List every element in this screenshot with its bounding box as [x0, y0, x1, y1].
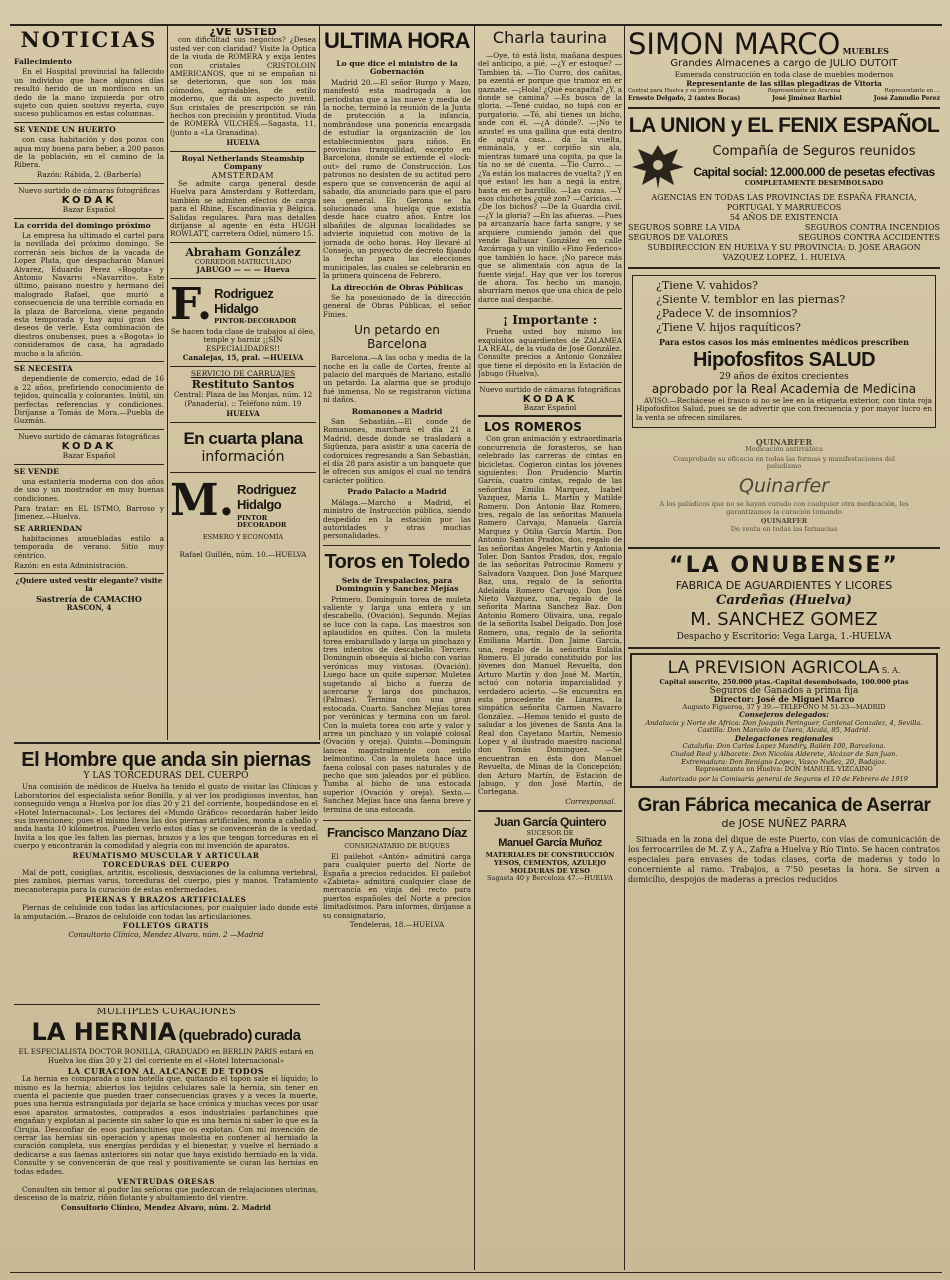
story-text: San Sebastián.—El conde de Romanones, marchará el día 21 a Madrid, desde donde se trasladará a Sigüenza, para asistir a una cacería de codornices regresando a San Sebastián, el día 28 para asistir a un banquete que le ofrecen sus amigos el cual no tendrá carácter político.: [323, 417, 471, 485]
hernia-title1: LA HERNIA: [31, 1018, 177, 1047]
agent-place-row: JABUGO — — — Hueva: [196, 265, 290, 275]
toros-head: Toros en Toledo: [324, 550, 470, 573]
consignee-text: El pailebot «Antón» admitirá carga para cualquier puerto del Norte de España a precios reducidos. El pailebot «Zabieta» admitirá cualquier clase de mercancía en vinja del recto para puertos españoles del Norte a precios limitadísimos. Para informes, diríjanse a su consignatario,: [323, 851, 471, 920]
fenix-desemb: COMPLETAMENTE DESEMBOLSADO: [744, 179, 884, 188]
ad-hipofosfitos: [632, 275, 936, 428]
ad-quinarfer: [658, 438, 910, 534]
hombre-h2: REUMATISMO MUSCULAR Y ARTICULAR: [72, 851, 260, 861]
carriage-city: HUELVA: [226, 409, 260, 419]
simon-rep1: Central para Huelva y su provincia: [628, 88, 724, 95]
quintero-prev: Manuel García Muñoz: [498, 837, 602, 850]
column-ads-2: [170, 28, 316, 740]
simon-rep3: Representante en ...: [884, 88, 940, 95]
consignee-role: CONSIGNATARIO DE BUQUES: [344, 842, 450, 851]
hombre-h4: PIERNAS Y BRAZOS ARTIFICIALES: [85, 894, 247, 904]
hernia-multi: MULTIPLES CURACIONES: [96, 1008, 236, 1017]
fenix-capital: Capital social: 12.000.000 de pesetas efectivas: [693, 165, 935, 180]
quintero-line1: MATERIALES DE CONSTRUCCIÓN: [485, 851, 615, 860]
prevision-c1: Andalucía y Norte de Africa: Don Joaquín Peringuer, Cardenal Gonzalez, 4, Sevilla.: [645, 718, 923, 727]
quinarfer-venta: De venta en todas las farmacias: [730, 524, 838, 533]
onubense-place: Cardeñas (Huelva): [716, 593, 852, 609]
prevision-d2: Ciudad Real y Albacete: Don Nicolás Alderete, Alcázar de San Juan.: [670, 749, 898, 758]
consignee-name: Francisco Manzano Díaz: [327, 825, 467, 841]
story-text: Málaga.—Marchó a Madrid, el ministro de Instrucción pública, siendo despedido en la estación por las autoridades y otras muchas personalidades.: [323, 497, 471, 541]
phoenix-emblem-icon: [628, 139, 688, 193]
ve-usted-text: con dificultad sus negocios? ¿Desea usted ver con claridad? Visite la Optica de la viuda de ROMERA y exija lentes con cristales CRISTOLOIN AMERICANOS, que ni se empañan ni se deterioran, que son los más cómodos, agradables, de estilo moderno, que dá un aspecto juvenil. Sus cristales de prescripción se rán hechos con precisión y prontitud. Viuda de ROMERA VILCHES.—Sagasta, 11, (junto a «La Granadina).: [170, 35, 316, 137]
prevision-sa: S. A.: [881, 666, 901, 676]
charla-text: —Oye, tó está listo, mañana despues del anticipo, a pié. —¿Y er estoque? —Tambien tá. —Tio Curro, dos cañitas, pa ezentá er porque que tramoz en er gaznate. —¡Hola! ¿Qué escapaíta? ¿Y, a donde se camina? —Es busca de la gloria. —Tené cuidao, no topá con er purgatorio. —Tó, ahí tienes un bicho, ande con él. —¿A dónde?. —¡No te azuste! es una gallina que está dentro de aquí'a casa... dá la vuelta, enmánala, y er corpiño sin ala, mientras tomaré una copita, pa que la tía no se dé cuenta. —Tío Curro... —¿Ya están los matacres de vuelta? ¡Y en qué estao! les han a negá la entré, hasta en er barstillo. —Las cozas. —Y esos chichotes ¿qué zon? —Caricias. —¿De los bichos? —De la Guardia civil, —¿Y la gloria? —En las afueras. —Pues pa arcanzaría hace farta sangre, y se arquiere cumiendo jamón del que vende Baltasar González en calle Azcárraga y un vinillo «Fino Federico» que también lo hace. ¡No parece más que se alimentaía con agua de la fuente vieja!. Hay que ver los toreros de ahora. Tos hecho un manojo, aburríarn menos que una chica de pelo darce mal despaché.: [478, 51, 622, 304]
painter-text: Se hacen toda clase de trabajos al óleo, temple y barniz ¡¡SIN ESPECIALIDADES!!: [170, 326, 316, 353]
prevision-d1: Cataluña: Don Carlos Lopez Mandiry, Bailén 100, Barcelona.: [682, 742, 886, 751]
painter-role: PINTOR-DECORADOR: [214, 316, 297, 325]
prevision-del: Delegaciones regionales: [734, 733, 834, 743]
news-text: La empresa ha ultimado el cartel para la novillada del próximo domingo. Se correrán seis bichos de la vacada de Lopez Plata, que despacharán Manuel Alvarez, Eduardo Perez «Bogota» y Antonio Navarro «Navarrito». Este último, paisano nuestro y hermano del malogrado Rafael, que murió a consecuencia de una terrible cornada en la plaza de Barcelona, viene pegando esta temporada y hay aquí gran des deseos de verle. Esta combinación de diestros onubenses, pues a «Bogota» lo consideramos de casa, ha agradado mucho a la afición.: [14, 230, 164, 358]
simon-names: [628, 95, 940, 103]
salud-pre: Para estos casos los más eminentes médicos prescriben: [659, 337, 909, 348]
consignee-addr: Tendeleras, 18.—HUELVA: [349, 920, 445, 930]
agent-city: Hueva: [263, 265, 290, 275]
painter2-tag: ESMERO Y ECONOMÍA: [202, 532, 284, 541]
fenix-s3: SEGUROS DE VALORES: [628, 233, 729, 243]
fenix-agencias: AGENCIAS EN TODAS LAS PROVINCIAS DE ESPAÑA FRANCIA, PORTUGAL Y MARRUECOS: [651, 193, 917, 213]
simon-line1: Esmerada construcción en toda clase de muebles modernos: [674, 70, 894, 80]
news-text: En el Hospital provincial ha fallecido un individuo que hace algunos días resultó herido de un mordisco en un dedo de la mano izquierda por otro sujeto con quien sostuvo reyerta, cuyo suceso publicamos en estas columnas.: [14, 67, 164, 119]
ad-tail: Razón: en esta Administración.: [14, 560, 128, 570]
prevision-auth: Autorizado por la Comisaría general de Seguros el 10 de Febrero de 1919: [660, 774, 908, 783]
painter2-role: PINTOR DECORADOR: [237, 513, 287, 530]
kodak-tail: Bazar Español: [523, 402, 577, 412]
hernia-consult: Consultorio Clínico, Mendez Alvaro, núm. 2. Madrid: [61, 1203, 271, 1213]
quinarfer-top: QUINARFER: [755, 436, 813, 447]
hernia-title-row: [14, 1018, 318, 1046]
painter-name: Rodriguez Hidalgo: [214, 285, 274, 316]
toros-sub: Seis de Trespalacios, para Dominguín y Sanchez Mejías: [335, 575, 459, 594]
ad-hombre-sin-piernas: [14, 748, 318, 1006]
fenix-s1: SEGUROS SOBRE LA VIDA: [628, 223, 741, 233]
sastreria-brand: Sastrería de CAMACHO: [36, 594, 142, 605]
charla-masthead: Charla taurina: [492, 28, 608, 47]
salud-q2: ¿Siente V. temblor en las piernas?: [656, 293, 846, 307]
prevision-title-row: [635, 658, 933, 679]
ad-text: una estantería moderna con dos años de uso y un mostrador en muy buenas condiciones.: [14, 476, 164, 503]
hombre-title: El Hombre que anda sin piernas: [21, 749, 311, 771]
ad-head: SE VENDE UN HUERTO: [14, 124, 116, 134]
hombre-folletos: FOLLETOS GRATIS: [122, 921, 210, 931]
carriage-addr: Central: Plaza de las Monjas, núm. 12 (Panadería). :: Teléfono núm. 19: [173, 390, 313, 408]
agent-name: Abraham González: [185, 245, 301, 259]
romeros-head: LOS ROMEROS: [484, 420, 582, 435]
story-head: La dirección de Obras Públicas: [331, 282, 463, 292]
story-head: Romanones a Madrid: [351, 406, 443, 416]
hombre-consult: Consultorio Clínico, Mendez Alvaro, núm. 2 —Madrid: [68, 929, 264, 939]
hernia-text2: Consulten sin temor al pudor las señoras que padezcan de relajaciones uterinas, descenso de la matriz, riñón flotante y abultamiento del vientre.: [14, 1184, 318, 1203]
prevision-d3: Extremadura: Don Benigno Lopez, Vasco Nuñez, 20, Badajoz.: [681, 757, 887, 766]
cuarta-plana-line1: En cuarta plana: [183, 428, 303, 448]
ad-text: con casa habitación y dos pozos con agua muy buena para beber, a 200 pasos de la población, en el camino de la Ribera.: [14, 135, 164, 170]
kodak-text: Nuevo surtido de cámaras fotográficas: [18, 431, 160, 441]
onubense-owner: M. SANCHEZ GOMEZ: [690, 609, 878, 631]
simon-name: SIMON MARCO: [628, 28, 841, 61]
simon-name1: Ernesto Delgado, 2 (antes Bocas): [628, 95, 741, 103]
hernia-doctor: EL ESPECIALISTA DOCTOR BONILLA, GRADUADO en BERLIN PARIS estará en Huelva los días 20 y 21 del corriente en el «Hotel Internacional»: [18, 1047, 314, 1065]
kodak-tail: Bazar Español: [62, 205, 116, 215]
fenix-row1: [628, 223, 940, 233]
salud-name: Hipofosfitos SALUD: [692, 348, 876, 371]
column-charla-taurina: [478, 28, 622, 1268]
ad-tail: Razón: Rábida, 2. (Barbería): [36, 170, 142, 180]
hernia-title3: curada: [254, 1027, 301, 1045]
romeros-sign: Corresponsal.: [565, 797, 616, 807]
kodak-brand: KODAK: [61, 194, 117, 206]
onubense-name: “LA ONUBENSE”: [669, 553, 899, 579]
simon-rep2: Representante en Aracena: [767, 88, 841, 95]
simon-title-row: [628, 28, 940, 60]
ad-head: SE NECESITA: [14, 364, 73, 373]
salud-q4: ¿Tiene V. hijos raquíticos?: [656, 321, 801, 335]
fenix-years: 54 AÑOS DE EXISTENCIA: [729, 213, 839, 223]
fenix-sub: Compañía de Seguros reunidos: [712, 144, 916, 160]
quintero-line2: YESOS, CEMENTOS, AZULEJO: [494, 858, 606, 867]
cuarta-plana-line2: información: [201, 448, 285, 465]
painter-initial: F.: [170, 278, 213, 330]
story-head: Lo que dice el ministro de la Gobernación: [336, 59, 458, 77]
ad-head: SE ARRIENDAN: [14, 523, 83, 533]
quinarfer-name: Quinarfer: [739, 474, 829, 497]
agent-role: CORREDOR MATRICULADO: [194, 257, 292, 266]
fabrica-name: Gran Fábrica mecanica de Aserrar: [637, 795, 931, 817]
fabrica-text: Situada en la zona del dique de este Puerto, con vías de comunicación de los ferrocarriles de M. Z y A., Zafra a Huelva y Río Tinto. Se hacen contratos especiales para envases de todas clases, corta de maderas y todo lo concerniente al ramo. Trabajos, a 7'50 pesetas la hora. Se sirven a domicilio, despojos de maderas a precios reducidos: [628, 835, 940, 885]
news-head: La corrida del domingo próximo: [14, 220, 151, 230]
hernia-oresas: VENTRUDAS ORESAS: [117, 1176, 215, 1186]
onubense-fab: FABRICA DE AGUARDIENTES Y LICORES: [675, 579, 893, 593]
prevision-rep: Representante en Huelva: DON MANUEL VIZCAINO: [695, 765, 873, 774]
ad-gran-fabrica: [628, 794, 940, 885]
painter2-addr: Rafael Guillén, núm. 10.—HUELVA: [179, 550, 307, 560]
importante-text: Prueba usted hoy mismo los exquisitos aguardientes de ZALAMEA LA REAL, de la viuda de José González. Consulte precios a Antonio González que tiene el depósito en la Estación de Jabugo (Huelva).: [478, 327, 622, 379]
simon-reps: [628, 88, 940, 95]
sastreria-text: ¿Quiere usted vestir elegante? visite la: [15, 576, 163, 594]
ad-la-hernia: [14, 1008, 318, 1272]
simon-name2: José Jiménez Barbiel: [772, 95, 842, 103]
painter-ad: [170, 278, 316, 330]
salud-q1: ¿Tiene V. vahidos?: [656, 279, 758, 293]
noticias-masthead: NOTICIAS: [20, 28, 158, 52]
ad-text: dependiente de comercio, edad de 16 a 22 años, prefiriendo conocimiento de tejidos, quincalla y colorantes. Inútil, sin perfectas referencias y condiciones. Diríjanse a Tomás de Mora.—Puebla de Guzmán.: [14, 374, 164, 426]
ultima-hora-masthead: ULTIMA HORA: [323, 28, 471, 53]
carriage-head: SERVICIO DE CARRUAJES: [190, 368, 296, 378]
prevision-cap: Capital suscrito, 250.000 ptas.-Capital desembolsado, 100.000 ptas: [659, 678, 909, 687]
hombre-text: Una comisión de médicos de Huelva ha tenido el gusto de visitar las Clínicas y Laboratorios del especialista señor Bonilla, y al ver los prodigiosos inventos, han conseguido venga a Huelva por los días 20 y 21 del corriente, hospedándose en el «Hotel Internacional». Los lectores del «Mundo Gráfico» recordarán haber leído sus invenciones; pues el mismo lleva las dos piernas artificiales, monta a caballo y anda hasta 10 kilómetros. Pueden verlo estos días y se convencerán de la verdad. Invita a los que les falten las piernas, brazos y a los que tengan torceduras en el cuerpo y encontrarán la comodidad y alegría con mi invención de aparatos.: [14, 782, 318, 851]
hernia-text: La hernia es comparada a una botella que, quitando el tapón sale el líquido; lo mismo es la hernia; abiertos los tejidos celulares sale la hernia, sin tener en cuenta el paciente que pueden traer consecuencias graves y a veces la muerte, pues una hernia estrangulada por dejarla se hace crónica y muchas veces por usar esos aparatos armatostes, comprados a esos industriales parlanchines que engañan y explotan al paciente sin saber lo que es una hernia ni saber lo que es la Cirujía. Desconfiar de esos parlanchines que os explotan. Con mi invención de cerrar las hernias sin operación y apenas molestia en contener al herniado la curación completa, sus energías perdidas y el bienestar, y vuelve el herniado a dedicarse a sus faenas anteriores sin notar que haya existido herniado en la vida. Consulte y se convencerán de que real y positivamente se curan las hernias en todas edades.: [14, 1074, 318, 1176]
prevision-cons: Consejeros delegados:: [739, 710, 829, 720]
kodak-tail: Bazar Español: [62, 451, 116, 461]
prevision-addr: Augusto Figueroa, 37 y 39.—TELEFONO M 51-23—MADRID: [682, 702, 886, 711]
hombre-h3: TORCEDURAS DEL CUERPO: [102, 859, 230, 869]
onubense-addr: Despacho y Escritorio: Vega Larga, 1.-HUELVA: [676, 632, 892, 643]
quinarfer-no: A los palúdicos que no se hayan curado con cualquier otra medicación, les garantizamos la curación tomando: [659, 499, 909, 516]
agent-place: JABUGO: [196, 265, 232, 275]
news-head: Fallecimiento: [14, 57, 72, 66]
kodak-brand: KODAK: [61, 440, 117, 452]
fenix-row2: [628, 233, 940, 243]
ship-text: Se admite carga general desde Huelva para Amsterdam y Rotterdam, también se admiten efectos de carga para el Rhine, Escandinavia y Bélgica. Salidas regulares. Para mas detalles diríjanse al agente en ésta HUGH ROWLATT, carretera Odiel, número 15.: [170, 178, 316, 239]
story-text: Madrid 20.—El señor Burgo y Mazo, manifestó esta madrugada a los periodistas que a las nueve y media de la noche, terminó la reunión de la Junta de protección a la infancia, nombrándose una ponencia encargada de estudiar la organización de los establecimientos para niños. En provincias tranquilidad, excepto en Barcelona, donde se extiende el «lock-out» del ramo de Construcción. Los patronos no desisten de su actitud pero espero que se convencerán de aquí al sábado, día anunciado para que el paro sea general. En Gerona se ha solucionado una huelga que existía desde hace cuatro años. Entre los albañiles de algunas localidades se advierte inquietud con motivo de la jornada de ocho horas. Hoy llevaré al Consejo, un proyecto de decreto fijando la fecha para las elecciones municipales, las cuales se celebrarán en la primera quincena de Febrero.: [323, 77, 471, 281]
kodak-text: Nuevo surtido de cámaras fotográficas: [18, 185, 160, 195]
fenix-name: LA UNION y EL FENIX ESPAÑOL: [628, 114, 940, 138]
prevision-name: LA PREVISION AGRICOLA: [667, 658, 880, 679]
quintero-addr: Sagasta 40 y Berceloza 47.—HUELVA: [487, 874, 613, 883]
quintero-name: Juan García Quintero: [493, 814, 607, 829]
ad-simon-marco: [628, 28, 940, 103]
hernia-alcance: LA CURACION AL ALCANCE DE TODOS: [67, 1065, 265, 1076]
fenix-s4: SEGUROS CONTRA ACCIDENTES: [798, 233, 940, 243]
toros-text: Primero. Dominguín torea de muleta valiente y larga una entera y un descabello. (Ovación). Segundo. Mejías se luce con la capa. Los maestros son aplaudidos en quites. Con la muleta torea embarullado y larga un pinchazo y tres intentos de descabello. Tercero. Dominguín obsequia al bicho con varias verónicas muy vistosas. (Ovación). Luego hace un quite superior. Muletea sugetando al bicho a fuerza de acercarse y larga dos pinchazos, (Palmas). Termina con una gran estocada. Cuarto. Sanchez Mejías torea por verónicas y termina con un farol. Con la muleta torea con arte y valor y arrea un pinchazo y un volapié colosal (Ovación y oreja). Quinto.—Dominguín lancea magistralmente con estilo belmontino. Con la muleta hace una faena colosal con pases naturales y de pecho que son jaleados por el público. Tumba al bicho de una estocada superior (Ovación y oreja). Sexto.—Sanchez Mejías hace una faena breve y termina de una estocada.: [323, 594, 471, 814]
fenix-mid: [628, 139, 940, 193]
ad-union-fenix: [628, 113, 940, 263]
story-text: Barcelona.—A las ocho y media de la noche en la calle de Cortes, frente al palacio del marqués de Mariano, estalló un petardo. La alarma que se produjo fué inmensa. No se registraron víctima ni daños.: [323, 353, 471, 405]
sastreria-tail: RASCON, 4: [66, 602, 112, 612]
kodak-brand: KODAK: [522, 393, 578, 405]
painter2-name: Rodriguez Hidalgo: [237, 481, 297, 512]
painter-ad-2: [170, 476, 316, 530]
carriage-name: Restituto Santos: [191, 378, 295, 392]
prevision-c2: Castilla: Don Marcelo de Usera, Alcalá, 85, Madrid.: [697, 726, 871, 735]
prevision-seg: Seguros de Ganados a prima fija: [709, 685, 859, 696]
painter-addr: Canalejas, 15, pral. —HUELVA: [182, 353, 304, 363]
ad-prevision-agricola: [630, 653, 938, 788]
hombre-text3: Piernas de celuloide con todas las articulaciones, por cualquier lado donde esté la amputación.—Brazos de celuloide con todas las articulaciones.: [14, 903, 318, 921]
ad-head: SE VENDE: [14, 466, 59, 476]
ve-usted-head: ¿VE USTED: [209, 28, 277, 38]
story-text: Se ha posesionado de la dirección general de Obras Públicas, el señor Finies.: [323, 292, 471, 319]
hombre-sub: Y LAS TORCEDURAS DEL CUERPO: [83, 771, 249, 781]
fenix-sub2: SUBDIRECCION EN HUELVA Y SU PROVINCIA: D. JOSE ARAGON VAZQUEZ LOPEZ, 1. HUELVA: [647, 243, 921, 263]
importante-head: ¡ Importante :: [502, 313, 598, 328]
quinarfer-line: Medicación antirrábica: [745, 445, 823, 454]
ship-head: Royal Netherlands Steamship Company: [181, 153, 305, 172]
prevision-dir: Director: José de Miguel Marco: [713, 694, 855, 705]
hombre-text2: Mal de pott, cosiglias, artritis, escoliosis, desviaciones de la columna vertebral, pies zambos, piernas varus, torceduras del cuerpo, pies y manos. Tratamiento mecanoterapia para la curación de estas enfermedades.: [14, 867, 318, 894]
column-right-ads: [628, 28, 940, 1270]
salud-q3: ¿Padece V. de insomnios?: [656, 307, 798, 321]
ad-text: habitaciones amuebladas estilo a temporada de verano. Sitio muy céntrico.: [14, 533, 164, 560]
ad-la-onubense: [628, 553, 940, 643]
quintero-role: SUCESOR DE: [526, 828, 574, 837]
romeros-text: Con gran animación y extraordinaria concurrencia de forasteros, se han celebrado las carreras de cintas en bicicletas. Cogieron cintas los jóvenes siguientes: Don Prudencio Martín García, cuatro cintas, regalo de las señoritas Emilia Marquez, Isabel Vazquez, María L. Martín y Matilde Romero. Don Antonio Baz Romero, tres, regalo de las señoritas Manuela Romero Carvajo, Manuela García Marquez y Otilia García Martín. Don Antonio Santos Prados, dos, regalo de las señoritas Angeles Martín y Antonia Toler. Don Santos Prados, dos, regalo de las señoritas Patrocinio Romero y Salvadora Vazquez. Don José Marquez Baz, una, regalo de la señorita Adelaida Romero Carvajo. Don José Nieto Vazquez, una, regalo de la señorita Marina Sanchez Baz. Don Antonio Romero Olivaira, una, regalo de la señorita Isabel Delgado. Don José Romero, una, regalo de la señorita Emiliana Martín. Don Jaime García, una, regalo de la señorita Eulalia Romero. El jurado constituido por los jóvenes don Manuel Revuelta, don Arturo Martín y don José M. Martín, actuó con notoria imparcialidad y verdadero acierto. —Se encuentra en esta procedente de Linares, la simpática señorita Carmen Navarro González. —Hemos tenido el gusto de saludar a los jóvenes de Santa Ana la Real don Cayetano Martín, Nemesio Lopez y al ilustrado maestro nacional don Tomás Dominguez. —Se encuentran en ésta don Manuel Revuelta, de Minas de la Concepción; don Arturo Martín, de Estación de Jabugo, y don José Martín, de Cortegana.: [478, 434, 622, 797]
fenix-s2: SEGUROS CONTRA INCENDIOS: [804, 223, 940, 233]
salud-acad: aprobado por la Real Academia de Medicina: [651, 382, 917, 397]
simon-sub: Grandes Almacenes a cargo de JULIO DUTOIT: [670, 58, 898, 69]
ad-tail: Para tratar: en EL ISTMO, Barroso y Jimenez.—Huelva.: [14, 503, 164, 522]
hernia-title2: (quebrado): [178, 1027, 252, 1045]
story-head-large: Un petardo en Barcelona: [354, 323, 440, 352]
column-ultima-hora: [323, 28, 471, 1268]
simon-line2: Representante de las sillas plegadizas de Vitoria: [686, 78, 882, 88]
simon-muebles: MUEBLES: [842, 46, 889, 56]
ve-usted-city: HUELVA: [226, 138, 260, 148]
painter2-initial: M.: [170, 474, 235, 526]
quinarfer-name2: QUINARFER: [760, 517, 808, 526]
salud-aviso: AVISO.—Rechácese el frasco si no se lee en la etiqueta exterior, con tinta roja Hipofosfitos Salud, pues se de advertir que con frecuencia y por mayor lucro en la venta se ofrecen similares.: [636, 396, 932, 422]
kodak-text: Nuevo surtido de cámaras fotográficas: [479, 384, 621, 394]
salud-years: 29 años de éxitos crecientes: [719, 371, 849, 382]
quintero-line3: MOLDURAS DE YESO: [509, 866, 591, 875]
story-head: Prado Palacio a Madrid: [347, 487, 447, 497]
simon-name3: José Zamudio Perez: [873, 95, 940, 103]
ship-city: AMSTERDAM: [211, 170, 275, 180]
quinarfer-comp: Comprobado su eficacia en todas las formas y manifestaciones del paludismo: [672, 454, 896, 471]
column-noticias: [14, 28, 164, 740]
fabrica-owner: de JOSE NUÑEZ PARRA: [721, 817, 847, 831]
